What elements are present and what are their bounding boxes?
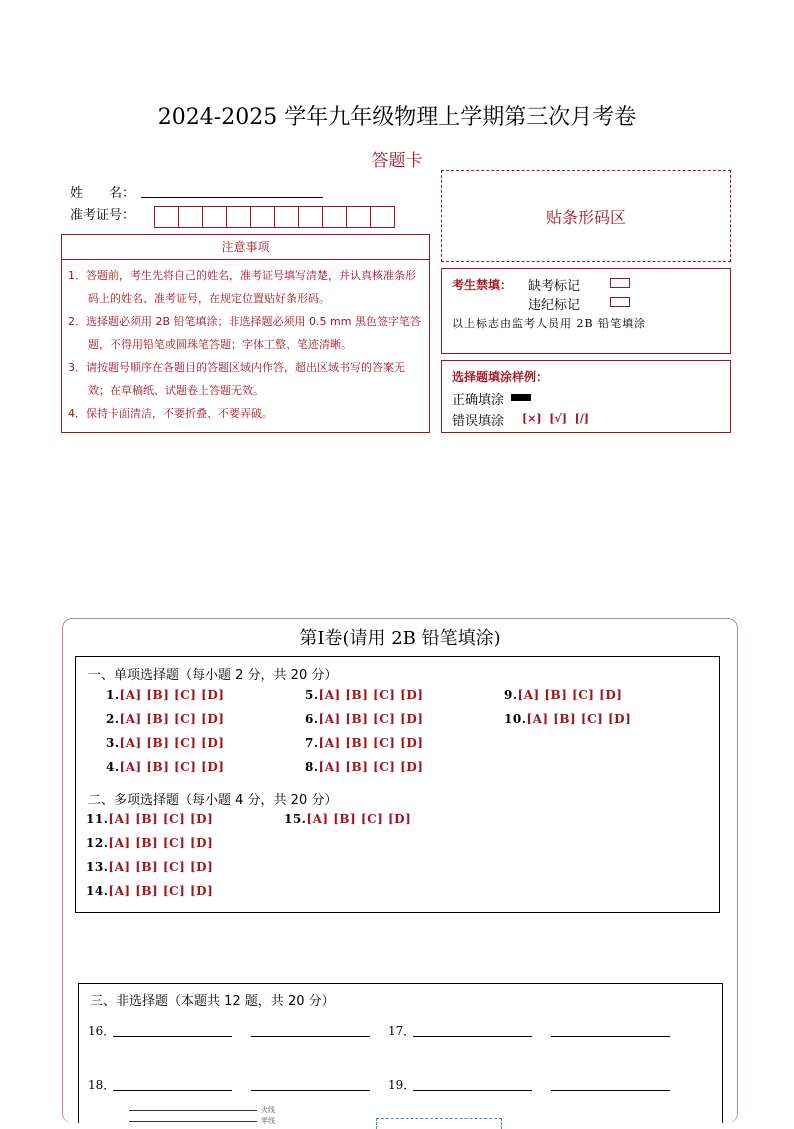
live-wire-label: 火线: [261, 1106, 275, 1114]
exam-id-cell[interactable]: [298, 206, 323, 228]
option-bubbles[interactable]: [A] [B] [C] [D]: [318, 736, 424, 750]
exam-id-label: 准考证号：: [70, 208, 136, 223]
choice-section: [75, 656, 720, 913]
exam-id-cell[interactable]: [226, 206, 251, 228]
notice-box: [61, 234, 430, 433]
answer-line[interactable]: [251, 1036, 370, 1037]
answer-line[interactable]: [113, 1090, 232, 1091]
exam-id-cell[interactable]: [370, 206, 395, 228]
question-number: 7.: [305, 736, 319, 750]
question-number: 5.: [305, 688, 319, 702]
exam-id-cell[interactable]: [202, 206, 227, 228]
forbid-label: 考生禁填：: [452, 278, 513, 292]
exam-id-boxes[interactable]: [155, 206, 395, 228]
question-number: 10.: [504, 712, 527, 726]
question-12-options[interactable]: [86, 836, 213, 850]
exam-id-cell[interactable]: [274, 206, 299, 228]
wrong-fill-marks: [×] [√] [/]: [522, 412, 590, 425]
option-bubbles[interactable]: [A] [B] [C] [D]: [108, 812, 214, 826]
question-number: 16．: [88, 1024, 116, 1038]
exam-id-cell[interactable]: [346, 206, 371, 228]
notice-item: 4．保持卡面清洁，不要折叠、不要弄破。: [68, 407, 273, 420]
absent-mark-box[interactable]: [610, 278, 630, 288]
question-number: 4.: [106, 760, 120, 774]
question-9-options[interactable]: [504, 688, 622, 702]
question-number: 18．: [88, 1078, 116, 1092]
live-wire-line: [129, 1110, 257, 1111]
sample-heading: 选择题填涂样例：: [452, 370, 549, 384]
answer-line[interactable]: [551, 1090, 670, 1091]
correct-fill-label: 正确填涂: [452, 393, 505, 408]
neutral-wire-line: [129, 1121, 257, 1122]
option-bubbles[interactable]: [A] [B] [C] [D]: [318, 688, 424, 702]
answer-line[interactable]: [113, 1036, 232, 1037]
exam-id-cell[interactable]: [322, 206, 347, 228]
option-bubbles[interactable]: [A] [B] [C] [D]: [526, 712, 632, 726]
barcode-label: 贴条形码区: [545, 207, 626, 227]
question-number: 12.: [86, 836, 109, 850]
violation-mark-box[interactable]: [610, 297, 630, 307]
question-6-options[interactable]: [305, 712, 423, 726]
question-3-options[interactable]: [106, 736, 224, 750]
forbid-note: 以上标志由监考人员用 2B 铅笔填涂: [452, 317, 647, 330]
part1-title: 第Ⅰ卷(请用 2B 铅笔填涂): [299, 628, 501, 649]
question-1-options[interactable]: [106, 688, 224, 702]
question-number: 9.: [504, 688, 518, 702]
option-bubbles[interactable]: [A] [B] [C] [D]: [119, 736, 225, 750]
notice-item: 2．选择题必须用 2B 铅笔填涂；非选择题必须用 0.5 mm 黑色签字笔答题，不得用铅笔或圆珠笔答题；字体工整、笔迹清晰。: [68, 315, 421, 351]
non-choice-title: 三、非选择题（本题共 12 题，共 20 分）: [90, 994, 335, 1009]
filled-mark-icon: [511, 394, 531, 401]
option-bubbles[interactable]: [A] [B] [C] [D]: [306, 812, 412, 826]
exam-id-cell[interactable]: [178, 206, 203, 228]
answer-line[interactable]: [413, 1036, 532, 1037]
option-bubbles[interactable]: [A] [B] [C] [D]: [517, 688, 623, 702]
fill-sample-box: [441, 360, 731, 433]
question-number: 8.: [305, 760, 319, 774]
option-bubbles[interactable]: [A] [B] [C] [D]: [119, 760, 225, 774]
question-number: 11.: [86, 812, 109, 826]
question-number: 6.: [305, 712, 319, 726]
option-bubbles[interactable]: [A] [B] [C] [D]: [108, 884, 214, 898]
name-label: 姓 名：: [70, 186, 136, 201]
question-number: 3.: [106, 736, 120, 750]
question-14-options[interactable]: [86, 884, 213, 898]
answer-line[interactable]: [251, 1090, 370, 1091]
wrong-fill-label: 错误填涂: [452, 414, 505, 429]
answer-line[interactable]: [413, 1090, 532, 1091]
single-choice-title: 一、单项选择题（每小题 2 分，共 20 分）: [88, 668, 338, 683]
exam-id-cell[interactable]: [154, 206, 179, 228]
violation-label: 违纪标记: [528, 298, 581, 313]
absent-label: 缺考标记: [528, 279, 581, 294]
question-4-options[interactable]: [106, 760, 224, 774]
question-5-options[interactable]: [305, 688, 423, 702]
examiner-mark-box: [441, 268, 731, 354]
question-number: 13.: [86, 860, 109, 874]
answer-card-subtitle: 答题卡: [371, 151, 423, 171]
option-bubbles[interactable]: [A] [B] [C] [D]: [318, 760, 424, 774]
barcode-area: [441, 170, 731, 262]
question-8-options[interactable]: [305, 760, 423, 774]
question-number: 1.: [106, 688, 120, 702]
neutral-wire-label: 零线: [261, 1117, 275, 1125]
question-7-options[interactable]: [305, 736, 423, 750]
page-title: 2024-2025 学年九年级物理上学期第三次月考卷: [157, 105, 637, 130]
option-bubbles[interactable]: [A] [B] [C] [D]: [318, 712, 424, 726]
answer-line[interactable]: [551, 1036, 670, 1037]
name-field[interactable]: [141, 197, 323, 198]
question-number: 17．: [388, 1024, 416, 1038]
question-11-options[interactable]: [86, 812, 213, 826]
question-2-options[interactable]: [106, 712, 224, 726]
question-13-options[interactable]: [86, 860, 213, 874]
exam-id-cell[interactable]: [250, 206, 275, 228]
notice-heading: 注意事项: [62, 235, 429, 260]
question-number: 2.: [106, 712, 120, 726]
question-number: 15.: [284, 812, 307, 826]
option-bubbles[interactable]: [A] [B] [C] [D]: [119, 712, 225, 726]
option-bubbles[interactable]: [A] [B] [C] [D]: [119, 688, 225, 702]
notice-item: 3．请按题号顺序在各题目的答题区域内作答，超出区域书写的答案无效；在草稿纸、试题卷上答题无效。: [68, 361, 405, 397]
option-bubbles[interactable]: [A] [B] [C] [D]: [108, 860, 214, 874]
notice-item: 1．答题前，考生先将自己的姓名，准考证号填写清楚，并认真核准条形码上的姓名、准考证号，在规定位置贴好条形码。: [68, 269, 416, 305]
question-number: 14.: [86, 884, 109, 898]
question-number: 19．: [388, 1078, 416, 1092]
option-bubbles[interactable]: [A] [B] [C] [D]: [108, 836, 214, 850]
question-15-options[interactable]: [284, 812, 411, 826]
non-choice-section: [78, 983, 723, 1123]
multi-choice-title: 二、多项选择题（每小题 4 分，共 20 分）: [88, 793, 338, 808]
diagram-drawing-area[interactable]: [376, 1118, 502, 1129]
question-10-options[interactable]: [504, 712, 631, 726]
